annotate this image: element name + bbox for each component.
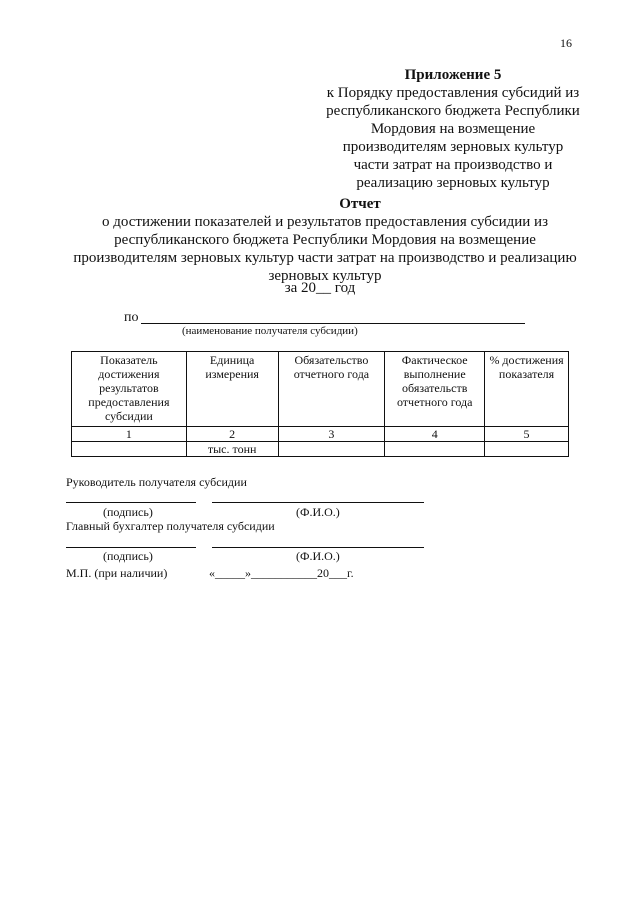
column-number: 2 bbox=[186, 427, 278, 442]
header-indicator: Показатель достижения результатов предоставления субсидии bbox=[72, 352, 187, 427]
head-fio-caption: (Ф.И.О.) bbox=[296, 505, 340, 519]
table-cell[interactable] bbox=[72, 442, 187, 457]
head-label: Руководитель получателя субсидии bbox=[66, 475, 247, 489]
head-sign-caption: (подпись) bbox=[103, 505, 153, 519]
report-table bbox=[71, 351, 569, 457]
accountant-label: Главный бухгалтер получателя субсидии bbox=[66, 519, 275, 533]
appendix-block bbox=[318, 66, 588, 192]
accountant-fio-caption: (Ф.И.О.) bbox=[296, 549, 340, 563]
accountant-signature-line[interactable] bbox=[66, 547, 196, 548]
column-number: 5 bbox=[485, 427, 569, 442]
report-subtitle bbox=[60, 213, 590, 285]
table-cell[interactable] bbox=[485, 442, 569, 457]
table-cell[interactable] bbox=[385, 442, 485, 457]
table-cell[interactable] bbox=[278, 442, 385, 457]
recipient-label: по bbox=[124, 310, 139, 325]
table-number-row bbox=[72, 427, 569, 442]
subtitle-line: зерновых культур bbox=[268, 268, 382, 284]
column-number: 3 bbox=[278, 427, 385, 442]
accountant-fio-line[interactable] bbox=[212, 547, 424, 548]
report-title: Отчет bbox=[339, 196, 381, 212]
header-percent: % достижения показателя bbox=[485, 352, 569, 427]
date-line[interactable]: «_____»___________20___г. bbox=[209, 566, 354, 580]
recipient-name-line[interactable] bbox=[141, 323, 525, 324]
table-row bbox=[72, 442, 569, 457]
column-number: 1 bbox=[72, 427, 187, 442]
table-header-row bbox=[72, 352, 569, 427]
table-cell-unit: тыс. тонн bbox=[186, 442, 278, 457]
appendix-line: производителям зерновых культур bbox=[342, 139, 564, 155]
appendix-line: республиканского бюджета Республики bbox=[326, 103, 580, 119]
subtitle-line: о достижении показателей и результатов предоставления субсидии из bbox=[102, 214, 548, 230]
accountant-sign-caption: (подпись) bbox=[103, 549, 153, 563]
appendix-line: к Порядку предоставления субсидий из bbox=[326, 85, 580, 101]
column-number: 4 bbox=[385, 427, 485, 442]
header-unit: Единица измерения bbox=[186, 352, 278, 427]
appendix-line: реализацию зерновых культур bbox=[356, 175, 550, 191]
header-obligation: Обязательство отчетного года bbox=[278, 352, 385, 427]
report-year: за 20__ год bbox=[284, 280, 356, 296]
subtitle-line: республиканского бюджета Республики Мордовия на возмещение bbox=[114, 232, 536, 248]
stamp-label: М.П. (при наличии) bbox=[66, 566, 168, 580]
recipient-caption: (наименование получателя субсидии) bbox=[182, 325, 358, 337]
head-fio-line[interactable] bbox=[212, 502, 424, 503]
head-signature-line[interactable] bbox=[66, 502, 196, 503]
page-number: 16 bbox=[560, 36, 572, 50]
header-actual: Фактическое выполнение обязательств отчетного года bbox=[385, 352, 485, 427]
appendix-line: Мордовия на возмещение bbox=[370, 121, 536, 137]
appendix-line: части затрат на производство и bbox=[353, 157, 553, 173]
appendix-heading: Приложение 5 bbox=[404, 67, 502, 83]
subtitle-line: производителям зерновых культур части затрат на производство и реализацию bbox=[73, 250, 577, 266]
